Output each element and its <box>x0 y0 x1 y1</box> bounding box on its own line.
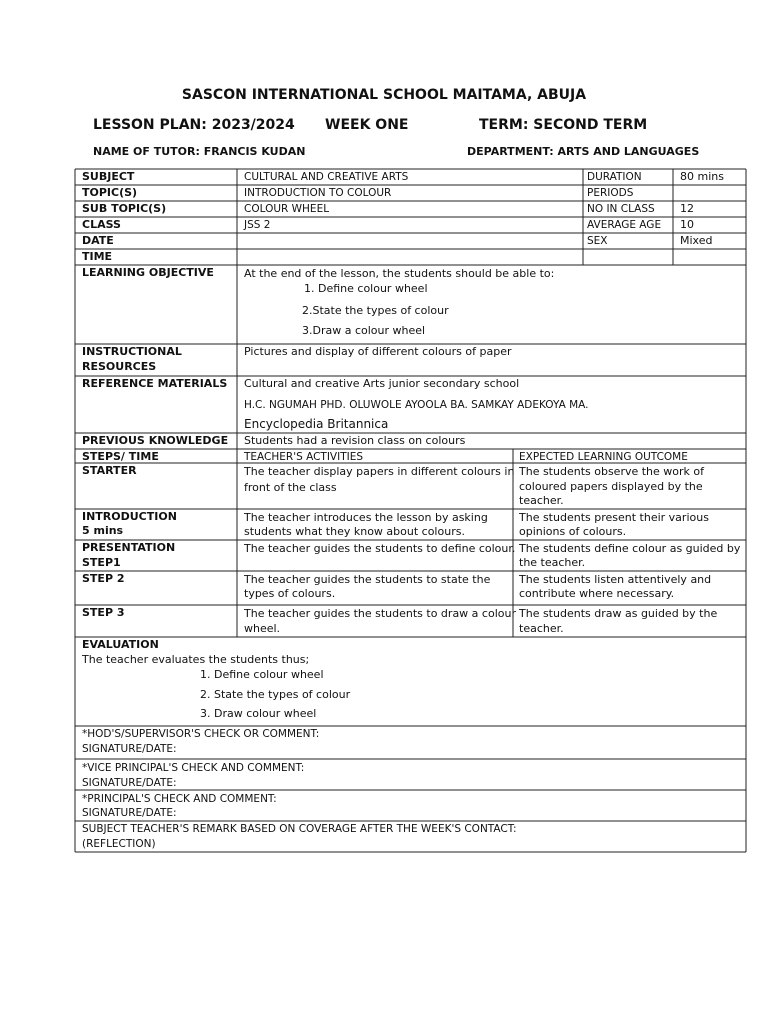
learning-outcome: teacher. <box>519 622 564 635</box>
evaluation-intro: The teacher evaluates the students thus; <box>82 653 310 666</box>
objective-item: 1. Define colour wheel <box>304 282 428 295</box>
step-label: INTRODUCTION <box>82 510 177 523</box>
teacher-activities-header: TEACHER'S ACTIVITIES <box>244 451 364 463</box>
topic-label: TOPIC(S) <box>82 186 138 199</box>
objective-item: 2.State the types of colour <box>302 304 449 317</box>
signature-date-label: SIGNATURE/DATE: <box>82 743 177 755</box>
hod-check-label: *HOD'S/SUPERVISOR'S CHECK OR COMMENT: <box>82 728 320 740</box>
principal-check-label: *PRINCIPAL'S CHECK AND COMMENT: <box>82 793 277 805</box>
learning-outcome: The students listen attentively and <box>519 573 712 586</box>
reference-label: REFERENCE MATERIALS <box>82 377 228 390</box>
previous-knowledge-label: PREVIOUS KNOWLEDGE <box>82 434 229 447</box>
average-age-label: AVERAGE AGE <box>587 219 662 231</box>
vice-principal-check-label: *VICE PRINCIPAL'S CHECK AND COMMENT: <box>82 762 305 774</box>
step-label: STEP 2 <box>82 572 125 585</box>
step-time: 5 mins <box>82 524 124 537</box>
evaluation-item: 3. Draw colour wheel <box>200 707 317 720</box>
lesson-plan-year: LESSON PLAN: 2023/2024 <box>93 117 295 133</box>
topic-value: INTRODUCTION TO COLOUR <box>244 187 392 199</box>
expected-outcome-header: EXPECTED LEARNING OUTCOME <box>519 451 688 463</box>
learning-outcome: The students present their various <box>519 511 709 524</box>
step-label: STEP 3 <box>82 606 125 619</box>
step-label: PRESENTATION <box>82 541 176 554</box>
evaluation-item: 2. State the types of colour <box>200 688 351 701</box>
department-name: DEPARTMENT: ARTS AND LANGUAGES <box>467 145 700 158</box>
teacher-activity: The teacher introduces the lesson by asking <box>244 511 488 524</box>
learning-outcome: coloured papers displayed by the <box>519 480 703 493</box>
teacher-activity: The teacher guides the students to draw a colour <box>244 607 516 620</box>
tutor-name: NAME OF TUTOR: FRANCIS KUDAN <box>93 145 306 158</box>
learning-outcome: The students observe the work of <box>519 465 705 478</box>
term-label: TERM: SECOND TERM <box>479 117 648 133</box>
subject-value: CULTURAL AND CREATIVE ARTS <box>244 171 409 183</box>
objective-item: 3.Draw a colour wheel <box>302 324 426 337</box>
learning-outcome: the teacher. <box>519 556 586 569</box>
teacher-remark-label: SUBJECT TEACHER'S REMARK BASED ON COVERAGE AFTER THE WEEK'S CONTACT: <box>82 823 517 835</box>
sex-label: SEX <box>587 235 608 247</box>
learning-outcome: opinions of colours. <box>519 525 627 538</box>
sex-value: Mixed <box>680 234 713 247</box>
subtopic-value: COLOUR WHEEL <box>244 203 330 215</box>
periods-label: PERIODS <box>587 187 634 199</box>
duration-label: DURATION <box>587 171 642 183</box>
learning-outcome: The students define colour as guided by <box>519 542 741 555</box>
learning-outcome: teacher. <box>519 494 564 507</box>
date-label: DATE <box>82 234 114 247</box>
resources-label: RESOURCES <box>82 360 157 373</box>
step-label: STARTER <box>82 464 137 477</box>
average-age-value: 10 <box>680 218 694 231</box>
duration-value: 80 mins <box>680 170 724 183</box>
resources-label: INSTRUCTIONAL <box>82 345 182 358</box>
class-value: JSS 2 <box>244 219 271 231</box>
signature-date-label: SIGNATURE/DATE: <box>82 777 177 789</box>
no-in-class-value: 12 <box>680 202 694 215</box>
no-in-class-label: NO IN CLASS <box>587 203 655 215</box>
reflection-label: (REFLECTION) <box>82 838 156 850</box>
class-label: CLASS <box>82 218 121 231</box>
week-label: WEEK ONE <box>325 117 409 133</box>
resources-text: Pictures and display of different colours of paper <box>244 345 512 358</box>
reference-authors: H.C. NGUMAH PHD. OLUWOLE AYOOLA BA. SAMKAY ADEKOYA MA. <box>244 399 589 411</box>
evaluation-item: 1. Define colour wheel <box>200 668 324 681</box>
learning-outcome: The students draw as guided by the <box>519 607 718 620</box>
teacher-activity: wheel. <box>244 622 281 635</box>
school-name: SASCON INTERNATIONAL SCHOOL MAITAMA, ABUJA <box>181 87 587 103</box>
objective-label: LEARNING OBJECTIVE <box>82 266 214 279</box>
steps-time-header: STEPS/ TIME <box>82 450 159 463</box>
objective-intro: At the end of the lesson, the students should be able to: <box>244 267 555 280</box>
previous-knowledge-text: Students had a revision class on colours <box>244 434 466 447</box>
teacher-activity: types of colours. <box>244 587 336 600</box>
reference-line: Encyclopedia Britannica <box>244 417 389 431</box>
learning-outcome: contribute where necessary. <box>519 587 675 600</box>
evaluation-label: EVALUATION <box>82 638 159 651</box>
teacher-activity: The teacher display papers in different colours in <box>244 465 515 478</box>
teacher-activity: front of the class <box>244 481 337 494</box>
teacher-activity: students what they know about colours. <box>244 525 465 538</box>
time-label: TIME <box>82 250 113 263</box>
subject-label: SUBJECT <box>82 170 135 183</box>
subtopic-label: SUB TOPIC(S) <box>82 202 167 215</box>
teacher-activity: The teacher guides the students to state the <box>244 573 491 586</box>
step-label: STEP1 <box>82 556 121 569</box>
reference-line: Cultural and creative Arts junior secondary school <box>244 377 520 390</box>
teacher-activity: The teacher guides the students to define colour. <box>244 542 516 555</box>
signature-date-label: SIGNATURE/DATE: <box>82 807 177 819</box>
